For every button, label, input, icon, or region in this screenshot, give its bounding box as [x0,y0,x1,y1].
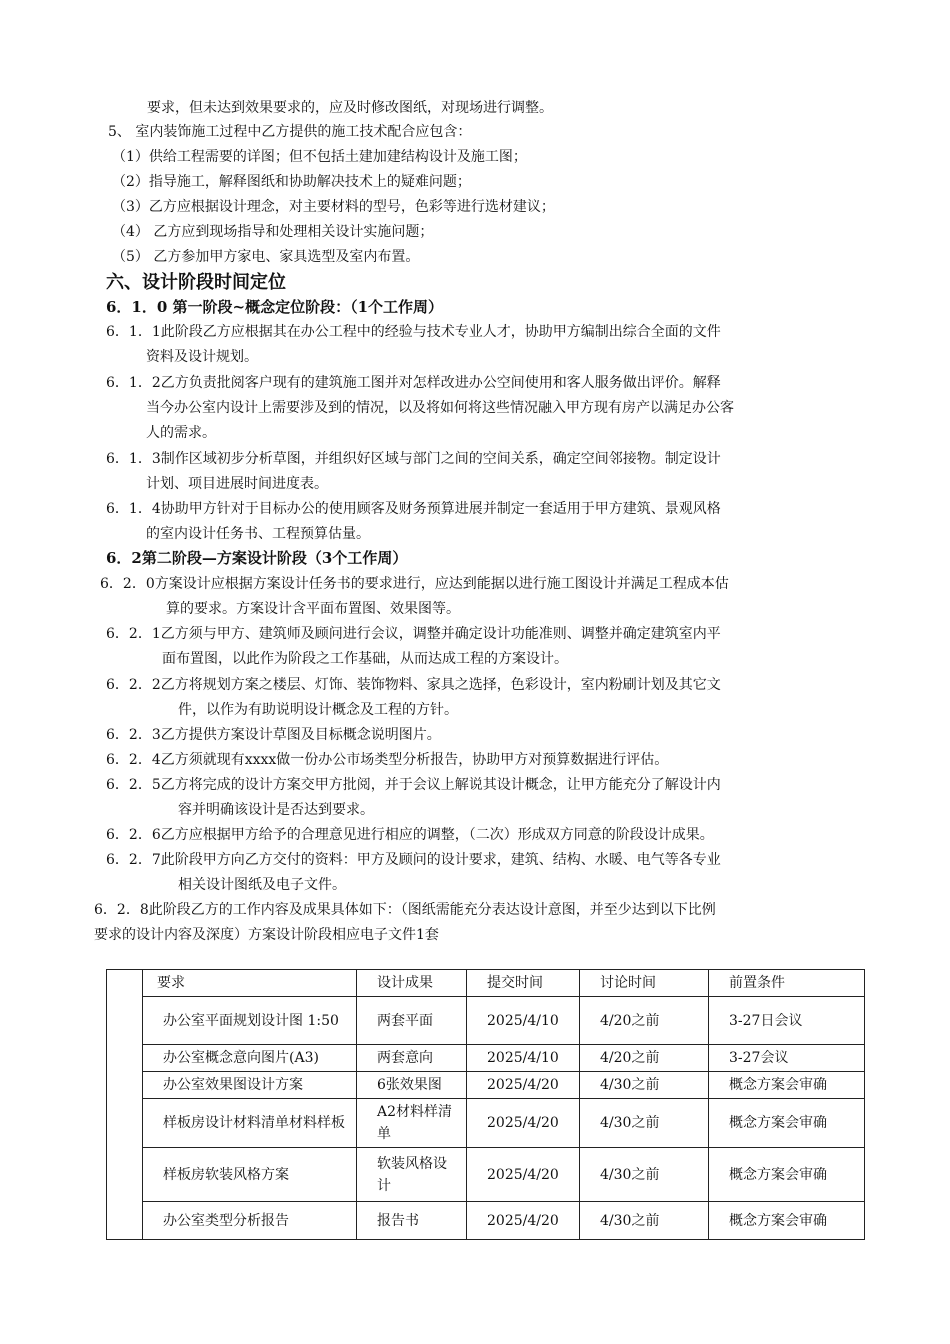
stage1-item-line: 人的需求。 [146,425,216,441]
table-row [107,1072,865,1099]
table-cell: 4/30之前 [580,1099,709,1148]
table-cell: 概念方案会审确 [709,1072,865,1099]
stage1-item-line: 6．1．3制作区域初步分析草图，并组织好区域与部门之间的空间关系，确定空间邻接物。制定设计 [106,451,721,467]
text-line: （1）供给工程需要的详图；但不包括土建加建结构设计及施工图； [112,149,527,165]
table-row [107,997,865,1045]
header-cell: 前置条件 [709,970,865,997]
table-cell: 4/30之前 [580,1148,709,1202]
table-cell: A2材料样清单 [357,1099,467,1148]
table-row [107,1045,865,1072]
stage2-item-line: 件，以作为有助说明设计概念及工程的方针。 [178,702,458,718]
stage2-item-line: 容并明确该设计是否达到要求。 [178,802,374,818]
table-cell: 2025/4/10 [467,997,580,1045]
table-cell: 2025/4/20 [467,1099,580,1148]
text-line: （3）乙方应根据设计理念，对主要材料的型号，色彩等进行选材建议； [112,199,555,215]
table-row [107,1099,865,1148]
stage2-item-line: 6．2．1乙方须与甲方、建筑师及顾问进行会议，调整并确定设计功能准则、调整并确定建筑室内平 [106,626,721,642]
table-cell: 样板房设计材料清单材料样板 [143,1099,357,1148]
table-cell: 办公室效果图设计方案 [143,1072,357,1099]
table-row [107,1148,865,1202]
table-cell: 概念方案会审确 [709,1148,865,1202]
text-line: （4） 乙方应到现场指导和处理相关设计实施问题； [112,224,434,240]
table-cell: 2025/4/20 [467,1148,580,1202]
stage1-item-line: 当今办公室内设计上需要涉及到的情况，以及将如何将这些情况融入甲方现有房产以满足办公客 [146,400,734,416]
stage2-title: 6．2第二阶段—方案设计阶段（3个工作周） [106,549,408,567]
stage1-item-line: 6．1．4协助甲方针对于目标办公的使用顾客及财务预算进展并制定一套适用于甲方建筑、景观风格 [106,501,721,517]
stage1-item-line: 6．1．1此阶段乙方应根据其在办公工程中的经验与技术专业人才，协助甲方编制出综合全面的文件 [106,324,721,340]
text-line: 5、 室内装饰施工过程中乙方提供的施工技术配合应包含： [108,124,472,140]
table-cell: 两套意向 [357,1045,467,1072]
table-cell: 概念方案会审确 [709,1202,865,1240]
stage1-item-line: 的室内设计任务书、工程预算估量。 [146,526,370,542]
stage1-item-line: 资料及设计规划。 [146,349,258,365]
stage2-item-line: 6．2．5乙方将完成的设计方案交甲方批阅，并于会议上解说其设计概念，让甲方能充分了解设计内 [106,777,721,793]
table-row [107,1202,865,1240]
stage2-item-line: 相关设计图纸及电子文件。 [178,877,346,893]
table-cell: 2025/4/20 [467,1072,580,1099]
table-cell: 6张效果图 [357,1072,467,1099]
text-line: （5） 乙方参加甲方家电、家具选型及室内布置。 [112,249,420,265]
text-line: 要求，但未达到效果要求的，应及时修改图纸，对现场进行调整。 [147,100,553,116]
stage2-item-line: 6．2．0方案设计应根据方案设计任务书的要求进行，应达到能据以进行施工图设计并满足工程成本估 [100,576,729,592]
stage2-item-line: 6．2．6乙方应根据甲方给予的合理意见进行相应的调整，（二次）形成双方同意的阶段设计成果。 [106,827,714,843]
stage2-item-line: 6．2．7此阶段甲方向乙方交付的资料：甲方及顾问的设计要求，建筑、结构、水暖、电气等各专业 [106,852,721,868]
blank-column-cell [107,970,143,1240]
table-cell: 3-27日会议 [709,997,865,1045]
stage2-item-line: 面布置图，以此作为阶段之工作基础，从而达成工程的方案设计。 [162,651,568,667]
table-cell: 报告书 [357,1202,467,1240]
table-cell: 办公室类型分析报告 [143,1202,357,1240]
text-line: （2）指导施工，解释图纸和协助解决技术上的疑难问题； [112,174,471,190]
table-cell: 3-27会议 [709,1045,865,1072]
table-cell: 4/20之前 [580,997,709,1045]
table-cell: 4/20之前 [580,1045,709,1072]
table-cell: 4/30之前 [580,1072,709,1099]
stage2-item-line: 6．2．8此阶段乙方的工作内容及成果具体如下：（图纸需能充分表达设计意图，并至少达到以下比例 [94,902,716,918]
stage2-item-line: 6．2．2乙方将规划方案之楼层、灯饰、装饰物料、家具之选择，色彩设计，室内粉刷计划及其它文 [106,677,721,693]
deliverables-table [106,969,865,1240]
table-cell: 2025/4/10 [467,1045,580,1072]
stage2-item-line: 6．2．4乙方须就现有xxxx做一份办公市场类型分析报告，协助甲方对预算数据进行评估。 [106,752,669,768]
table-cell: 办公室概念意向图片(A3) [143,1045,357,1072]
header-cell: 要求 [143,970,357,997]
header-cell: 设计成果 [357,970,467,997]
stage1-item-line: 计划、项目进展时间进度表。 [146,476,328,492]
stage2-item-line: 要求的设计内容及深度）方案设计阶段相应电子文件1套 [94,927,439,943]
table-cell: 两套平面 [357,997,467,1045]
table-cell: 样板房软装风格方案 [143,1148,357,1202]
stage1-title: 6．1．0 第一阶段~概念定位阶段：（1个工作周） [106,298,444,316]
table-cell: 办公室平面规划设计图 1:50 [143,997,357,1045]
stage2-item-line: 算的要求。方案设计含平面布置图、效果图等。 [166,601,460,617]
header-cell: 讨论时间 [580,970,709,997]
table-cell: 4/30之前 [580,1202,709,1240]
section-title: 六、设计阶段时间定位 [106,272,286,293]
table-cell: 概念方案会审确 [709,1099,865,1148]
table-cell: 2025/4/20 [467,1202,580,1240]
stage2-item-line: 6．2．3乙方提供方案设计草图及目标概念说明图片。 [106,727,441,743]
table-cell: 软装风格设计 [357,1148,467,1202]
stage1-item-line: 6．1．2乙方负责批阅客户现有的建筑施工图并对怎样改进办公空间使用和客人服务做出评价。解释 [106,375,721,391]
header-cell: 提交时间 [467,970,580,997]
table-header-row [107,970,865,997]
